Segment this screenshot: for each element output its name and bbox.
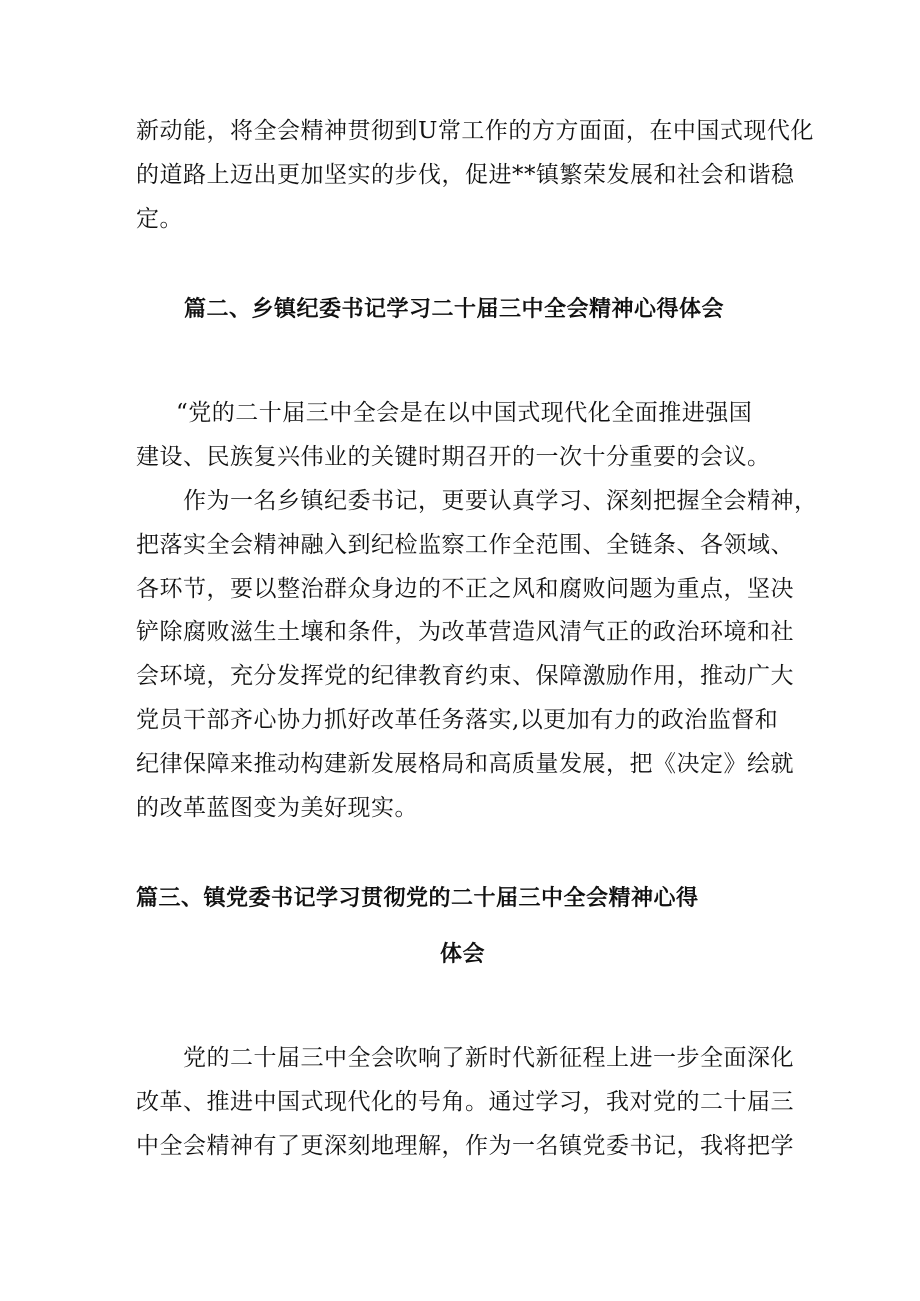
- paragraph-line: 把落实全会精神融入到纪检监察工作全范围、全链条、各领域、: [136, 532, 794, 558]
- section-heading-3-continued: 体会: [440, 942, 486, 967]
- paragraph-line: 改革、推进中国式现代化的号角。通过学习，我对党的二十届三: [136, 1089, 794, 1115]
- paragraph-line: 定。: [136, 206, 183, 232]
- paragraph-line: 的道路上迈出更加坚实的步伐，促进**镇繁荣发展和社会和谐稳: [136, 162, 795, 188]
- paragraph-line: 作为一名乡镇纪委书记，更要认真学习、深刻把握全会精神，: [183, 488, 818, 514]
- paragraph-line: 党员干部齐心协力抓好改革任务落实,以更加有力的政治监督和: [136, 707, 779, 733]
- section-heading-3: 篇三、镇党委书记学习贯彻党的二十届三中全会精神心得: [136, 886, 699, 911]
- paragraph-line: “党的二十届三中全会是在以中国式现代化全面推进强国: [176, 400, 753, 426]
- paragraph-line: 会环境，充分发挥党的纪律教育约束、保障激励作用，推动广大: [136, 663, 794, 689]
- paragraph-line: 铲除腐败滋生土壤和条件，为改革营造风清气正的政治环境和社: [136, 619, 794, 645]
- paragraph-line: 新动能，将全会精神贯彻到U常工作的方方面面，在中国式现代化: [136, 118, 814, 144]
- paragraph-line: 中全会精神有了更深刻地理解，作为一名镇党委书记，我将把学: [136, 1133, 794, 1159]
- paragraph-line: 的改革蓝图变为美好现实。: [136, 795, 418, 821]
- paragraph-line: 建设、民族复兴伟业的关键时期召开的一次十分重要的会议。: [136, 444, 771, 470]
- paragraph-line: 纪律保障来推动构建新发展格局和高质量发展，把《决定》绘就: [136, 751, 794, 777]
- paragraph-line: 各环节，要以整治群众身边的不正之风和腐败问题为重点，坚决: [136, 576, 794, 602]
- paragraph-line: 党的二十届三中全会吹响了新时代新征程上进一步全面深化: [183, 1045, 794, 1071]
- section-heading-2: 篇二、乡镇纪委书记学习二十届三中全会精神心得体会: [184, 297, 725, 322]
